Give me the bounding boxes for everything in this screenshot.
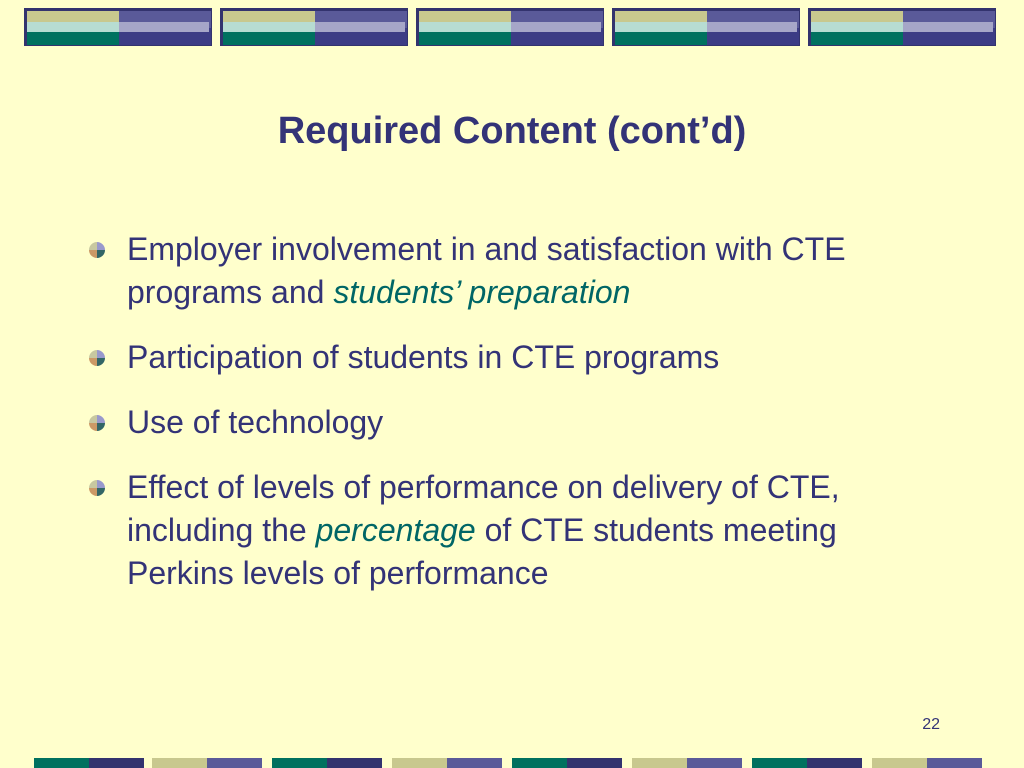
footer-tile (872, 758, 982, 768)
header-tile (24, 8, 212, 46)
header-tile (416, 8, 604, 46)
bullet-item (85, 466, 945, 595)
page-number: 22 (922, 716, 940, 733)
bullet-text: Effect of levels of performance on delivery of CTE, including the (127, 469, 840, 548)
bullet-icon (88, 479, 106, 497)
bullet-item (85, 336, 945, 379)
bullet-item (85, 401, 945, 444)
footer-tile (752, 758, 862, 768)
header-tile (220, 8, 408, 46)
bullet-icon (88, 241, 106, 259)
bullet-text: Use of technology (127, 404, 384, 440)
bullet-emphasis: students’ preparation (333, 274, 631, 310)
bullet-icon (88, 349, 106, 367)
bullet-item (85, 228, 945, 314)
slide-title: Required Content (cont’d) (277, 110, 747, 152)
bottom-decorative-band (0, 758, 1024, 768)
bullet-emphasis: percentage (315, 512, 476, 548)
footer-tile (272, 758, 382, 768)
header-tile (808, 8, 996, 46)
top-decorative-band (0, 0, 1024, 60)
footer-tile (34, 758, 144, 768)
footer-tile (632, 758, 742, 768)
bullet-text: Employer involvement in and satisfaction with CTE programs and (127, 231, 846, 310)
footer-tile (512, 758, 622, 768)
bullet-list (85, 228, 945, 617)
header-tile (612, 8, 800, 46)
bullet-text-after: of CTE students meeting Perkins levels of performance (127, 512, 837, 591)
bullet-icon (88, 414, 106, 432)
bullet-text: Participation of students in CTE programs (127, 339, 720, 375)
footer-tile (392, 758, 502, 768)
footer-tile (152, 758, 262, 768)
